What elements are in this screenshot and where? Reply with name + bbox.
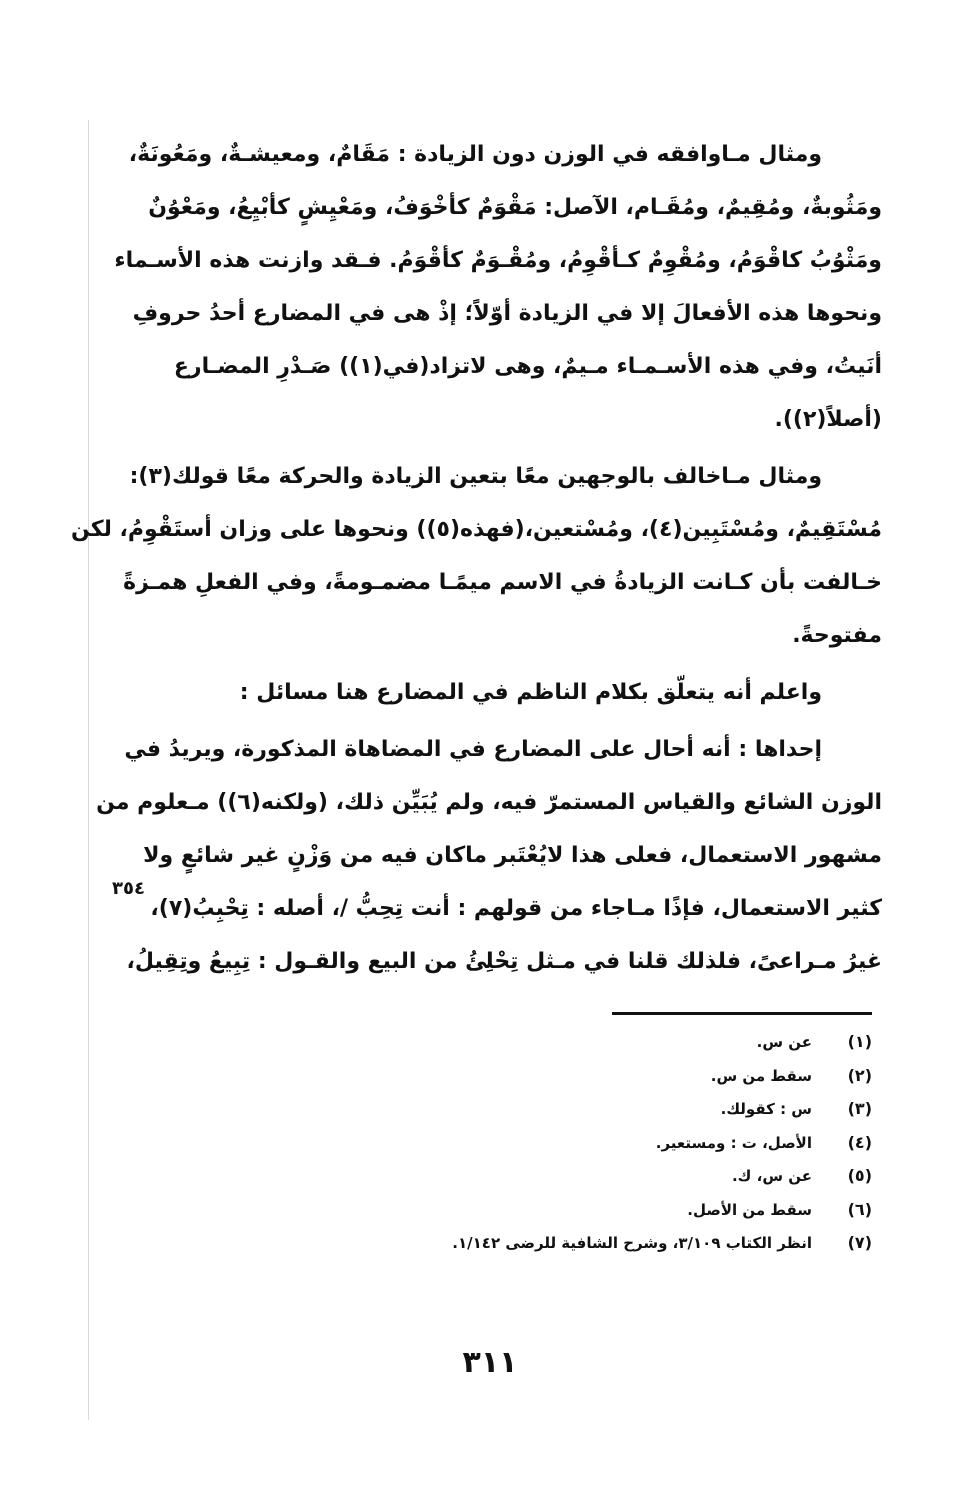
margin-page-reference: ٣٥٤ <box>112 878 145 899</box>
text-line: غيرُ مـراعىً، فلذلك قلنا في مـثل تِحْلِئُ من البيع والقـول : تِبِيعُ وتِقِيلُ، <box>126 949 882 974</box>
text-line: إحداها : أنه أحال على المضارع في المضاهاة المذكورة، ويريدُ في <box>124 737 822 762</box>
text-line: الوزن الشائع والقياس المستمرّ فيه، ولم يُبَيِّن ذلك، (ولكنه(٦)) مـعلوم من <box>96 790 882 815</box>
text-line: واعلم أنه يتعلّق بكلام الناظم في المضارع هنا مسائل : <box>239 680 822 705</box>
text-line: كثير الاستعمال، فإذًا مـاجاء من قولهم : أنت تِحِبُّ /، أصله : تِحْبِبُ(٧)، <box>150 896 882 921</box>
text-line: ومَثْوُبُ كاقْوَمُ، ومُقْوِمٌ كـأقْوِمُ، ومُقْـوَمٌ كأقْوَمُ. فـقد وازنت هذه الأسـماء <box>114 248 882 273</box>
text-line: ونحوها هذه الأفعالَ إلا في الزيادة أوّلاً؛ إذْ هى في المضارع أحدُ حروفِ <box>132 301 882 326</box>
footnote-text: الأصل، ت : ومستعير. <box>655 1133 812 1152</box>
footnote-number: (٢) <box>847 1065 872 1085</box>
footnote <box>300 1099 872 1133</box>
footnote-text: س : كقولك. <box>720 1100 812 1118</box>
scan-edge-line <box>88 120 89 1420</box>
paragraph <box>114 128 882 446</box>
text-line: (أصلاً(٢)). <box>774 407 882 432</box>
text-line: خـالفت بأن كـانت الزيادةُ في الاسم ميمًـا مضمـومةً، وفي الفعلِ همـزةً <box>123 570 882 595</box>
footnote-number: (١) <box>847 1032 872 1051</box>
footnote-text: سقط من الأصل. <box>687 1200 812 1219</box>
footnote-text: عن س. <box>756 1033 812 1051</box>
text-line: ومثال مـاوافقه في الوزن دون الزيادة : مَقَامٌ، ومعيشـةٌ، ومَعُونَةٌ، <box>128 142 822 167</box>
text-line: أنَيتُ، وفي هذه الأسـمـاء مـيمٌ، وهى لاتزاد(في(١)) صَـدْرِ المضـارع <box>173 354 882 379</box>
footnote <box>300 1200 872 1234</box>
footnote-number: (٧) <box>847 1233 872 1252</box>
footnote-number: (٦) <box>847 1199 872 1219</box>
footnote-separator <box>612 1012 872 1015</box>
page-number: ٣١١ <box>462 1345 518 1380</box>
text-line: ومثال مـاخالف بالوجهين معًا بتعين الزيادة والحركة معًا قولك(٣): <box>129 464 822 489</box>
footnote-text: انظر الكتاب ٣/١٠٩، وشرح الشافية للرضى ١/١٤٢. <box>452 1234 812 1252</box>
text-line: مفتوحةً. <box>792 623 882 648</box>
paragraph <box>182 666 882 719</box>
text-line: ومَثُوبةٌ، ومُقِيمٌ، ومُقَـام، الآصل: مَقْوَمٌ كأخْوَفُ، ومَعْيِشٍ كأبْيِعُ، ومَعْوُنٌ <box>148 195 882 220</box>
footnote-number: (٣) <box>847 1099 872 1118</box>
footnote-text: عن س، ك. <box>731 1167 812 1185</box>
footnote-number: (٥) <box>847 1166 872 1185</box>
footnote <box>300 1066 872 1100</box>
text-line: مُسْتَقِيمٌ، ومُسْتَبِين(٤)، ومُسْتعين،(فهذه(٥)) ونحوها على وزان أستَقْوِمُ، لكن <box>70 517 882 542</box>
footnotes-list <box>300 1032 872 1267</box>
footnote-number: (٤) <box>847 1132 872 1152</box>
paragraph <box>70 450 882 662</box>
footnote <box>300 1133 872 1167</box>
footnote <box>300 1032 872 1066</box>
footnote <box>300 1233 872 1267</box>
footnote <box>300 1166 872 1200</box>
footnote-text: سقط من س. <box>710 1066 812 1085</box>
text-line: مشهور الاستعمال، فعلى هذا لايُعْتَبر ماكان فيه من وَزْنٍ غير شائعٍ ولا <box>143 843 882 868</box>
